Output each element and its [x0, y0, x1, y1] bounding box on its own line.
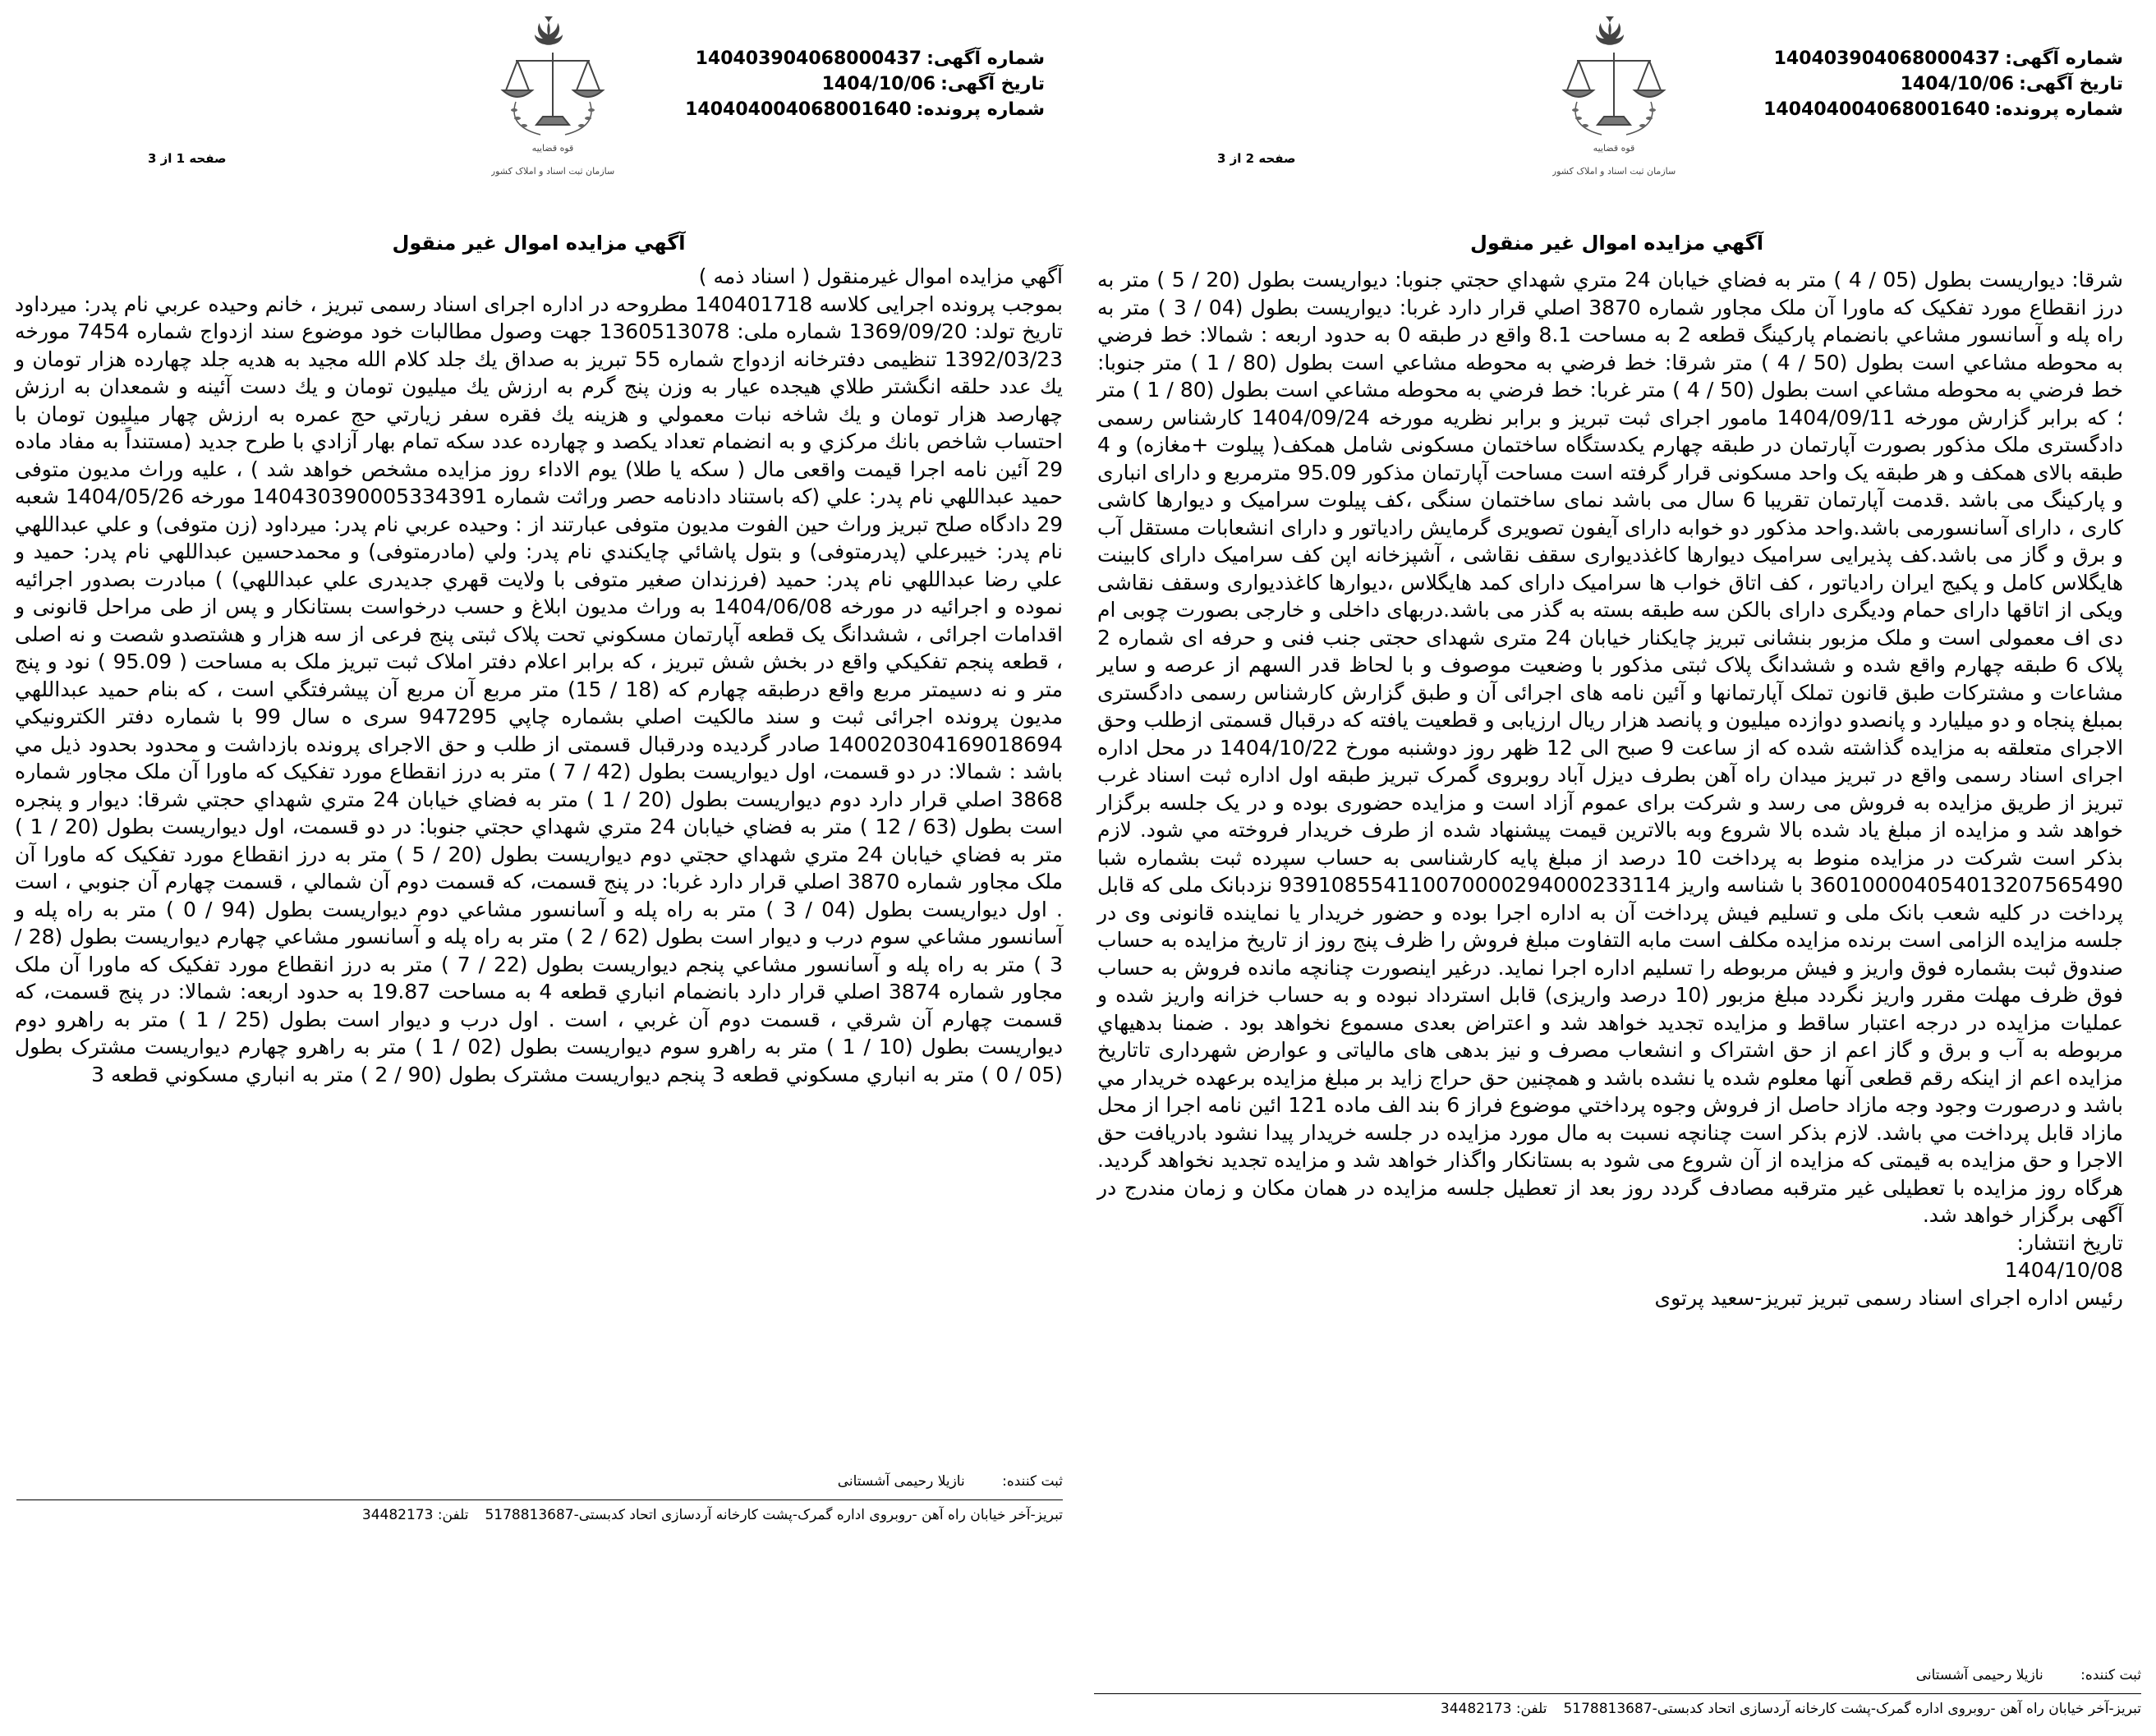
phone-label: تلفن:: [437, 1507, 469, 1523]
file-number: 140404004068001640: [685, 99, 912, 120]
registrar-name: نازیلا رحیمی آشستانی: [837, 1473, 965, 1490]
ad-number-row: [1763, 46, 2123, 71]
footer-divider: [1094, 1693, 2141, 1694]
ad-date: 1404/10/06: [821, 74, 936, 94]
ad-date-label: تاریخ آگهی:: [2019, 74, 2123, 94]
ad-date: 1404/10/06: [1900, 74, 2015, 94]
postal-code: 5178813687: [485, 1507, 574, 1523]
file-number-row: [685, 97, 1045, 122]
notice-title: آگهي مزايده اموال غير منقول: [392, 232, 686, 255]
ad-number: 140403904068000437: [695, 48, 922, 69]
publish-date-label: تاريخ انتشار:: [2016, 1230, 2123, 1255]
emblem-judiciary-text: قوه قضاییه: [531, 143, 574, 154]
phone-number: 34482173: [361, 1507, 434, 1523]
registrar: [16, 1473, 1063, 1495]
ad-date-row: [685, 71, 1045, 97]
file-number-label: شماره پرونده:: [916, 99, 1045, 120]
footer-address: تبریز-آخر خیابان راه آهن -روبروی اداره گمرک-پشت کارخانه آردسازی اتحاد کدبستی-5178813687تلفن: 34482173: [1440, 1701, 2141, 1717]
page-header: [1078, 0, 2156, 197]
address-text: تبریز-آخر خیابان راه آهن -روبروی اداره گمرک-پشت کارخانه آردسازی اتحاد کدبستی: [578, 1507, 1063, 1523]
ad-date-row: [1763, 71, 2123, 97]
ad-number-label: شماره آگهی:: [926, 48, 1045, 69]
judiciary-emblem-icon: [491, 10, 614, 186]
page-footer: [16, 1473, 1063, 1523]
file-number: 140404004068001640: [1763, 99, 1990, 120]
ad-number: 140403904068000437: [1773, 48, 2001, 69]
footer-address: تبریز-آخر خیابان راه آهن -روبروی اداره گمرک-پشت کارخانه آردسازی اتحاد کدبستی-5178813687تلفن: 34482173: [361, 1507, 1063, 1523]
notice-body: [15, 263, 1063, 1088]
registrar: [1094, 1667, 2141, 1688]
file-number-row: [1763, 97, 2123, 122]
notice-body: [1097, 266, 2123, 1311]
registrar-name: نازیلا رحیمی آشستانی: [1915, 1667, 2043, 1683]
file-number-label: شماره پرونده:: [1994, 99, 2123, 120]
notice-body-text: شرقا: ديواريست بطول (05 / 4 ) متر به فضاي خيابان 24 متري شهداي حجتي جنوبا: ديواريست بطول (20 / 5 ) متر به درز انقطاع مورد تفكيک كه ماورا آن ملک مجاور شماره 3870 اصلي قرار دارد غربا: ديواريست بطول (04 / 3 ) متر به راه پله و آسانسور مشاعي بانضمام پاركينگ قطعه 2 به مساحت 8.1 واقع در طبقه 0 به حدود اربعه : شمالا: خط فرضي به محوطه مشاعي است بطول (50 / 4 ) متر شرقا: خط فرضي به محوطه مشاعي است بطول (80 / 1 ) متر جنوبا: خط فرضي به محوطه مشاعي است بطول (50 / 4 ) متر غربا: خط فرضي به محوطه مشاعي است بطول (80 / 1 ) متر ؛ كه برابر گزارش مورخه 1404/09/11 مامور اجرای ثبت تبريز و برابر نظريه مورخه 1404/09/24 كارشناس رسمی دادگستری ملک مذكور بصورت آپارتمان در طبقه چهارم يكدستگاه ساختمان مسكونی شامل همكف( پيلوت +مغازه) و 4 طبقه بالای همكف و هر طبقه يک واحد مسكونی قرار گرفته است مساحت آپارتمان مذكور 95.09 مترمربع و دارای انباری و پاركينگ می باشد .قدمت آپارتمان تقريبا 6 سال می باشد نمای ساختمان سنگی ،كف پيلوت سراميک و ديوارها كاشی كاری ، دارای آسانسورمی باشد.واحد مذكور دو خوابه دارای آيفون تصويری گرمايش رادياتور و دارای انشعابات مستقل آب و برق و گاز می باشد.كف پذيرايی سراميک ديوارها كاغذديواری سقف نقاشی ، آشپزخانه اپن كف سراميک دارای كابينت هايگلاس كامل و پكيج ايران رادياتور ، كف اتاق خواب ها سراميک دارای كمد هايگلاس ،ديوارها كاغذديواری وسقف نقاشی ويكی از اتاقها دارای حمام ودیگری دارای بالكن سه طبقه بسته به گذر می باشد.دربهای داخلی و خارجی بصورت چوبی ام دی اف معمولی است و ملک مزبور بنشانی تبريز چايكنار خيابان 24 متری شهدای حجتی جنب فنی و حرفه ای شماره 2 پلاک 6 طبقه چهارم واقع شده و ششدانگ پلاک ثبتی مذكور با وضعيت موصوف و با لحاظ قدر السهم از عرصه و ساير مشاعات و مشتركات طبق قانون تملک آپارتمانها و آئين نامه های اجرائی آن و طبق گزارش كارشناس رسمی دادگستری بمبلغ پنجاه و دو ميليارد و پانصدو دوازده ميليون و پانصد هزار ريال ارزيابی و قطعيت يافته كه درقبال قسمتی ازطلب وحق الاجرای متعلقه به مزايده گذاشته شده كه از ساعت 9 صبح الی 12 ظهر روز دوشنبه مورخ 1404/10/22 در محل اداره اجرای اسناد رسمی واقع در تبريز ميدان راه آهن بطرف ديزل آباد روبروی گمرک تبريز طبقه اول اداره ثبت اسناد غرب تبريز از طريق مزايده به فروش می رسد و شركت برای عموم آزاد است و مزايده حضوری بوده و در يک جلسه برگزار خواهد شد و مزايده از مبلغ ياد شده بالا شروع وبه بالاترين قيمت پيشنهاد شده از طرف خريدار فروخته مي شود. لازم بذكر است شركت در مزايده منوط به پرداخت 10 درصد از مبلغ پايه كارشناسی به حساب سپرده ثبت بشماره شبا 360100004054013207565490 با شناسه واريز 939108554110070000294000233114 نزدبانک ملی كه قابل پرداخت در كليه شعب بانک ملی و تسليم فيش پرداخت آن به اداره اجرا بوده و حضور خريدار يا نماينده قانونی وی در جلسه مزايده الزامی است برنده مزايده مكلف است مابه التفاوت مبلغ فروش را ظرف پنج روز از تاريخ مزايده به حساب صندوق ثبت بشماره فوق واريز و فيش مربوطه را تسليم اداره اجرا نمايد. درغير اينصورت چنانچه مانده فروش به حساب فوق ظرف مهلت مقرر واريز نگردد مبلغ مزبور (10 درصد واريزی) قابل استرداد نبوده و به حساب خزانه واريز شده و عمليات مزايده در درجه اعتبار ساقط و مزايده تجديد خواهد شد و اعتراض بعدی مسموع نخواهد بود . ضمنا بدهيهاي مربوطه به آب و برق و گاز اعم از حق اشتراک و انشعاب مصرف و نيز بدهی های مالياتی و عوارض شهرداری تاتاريخ مزايده اعم از اينكه رقم قطعی آنها معلوم شده يا نشده باشد و همچنين حق حراج زايد بر مبلغ مزايده برعهده خريدار مي باشد و درصورت وجود وجه مازاد حاصل از فروش وجوه پرداختي موضوع فراز 6 بند الف ماده 121 ائين نامه اجرا از محل مازاد قابل پرداخت مي باشد. لازم بذكر است چنانچه نسبت به مال مورد مزايده در جلسه خريدار پيدا نشود بادريافت حق الاجرا و حق مزايده به قيمتی كه مزايده از آن شروع می شود به بستانكار واگذار خواهد شد و مزايده تجديد نخواهد گرديد. هرگاه روز مزايده با تعطيلی غير مترقبه مصادف گردد روز بعد از تعطيل جلسه مزايده در همان مكان و زمان مندرج در آگهی برگزار خواهد شد.: [1097, 268, 2124, 1227]
page-number: صفحه 2 از 3: [1217, 151, 1296, 166]
address-text: تبریز-آخر خیابان راه آهن -روبروی اداره گمرک-پشت کارخانه آردسازی اتحاد کدبستی: [1657, 1701, 2141, 1717]
emblem-judiciary-text: قوه قضاییه: [1593, 143, 1635, 154]
ad-number-row: [685, 46, 1045, 71]
publish-date: 1404/10/08: [2004, 1258, 2123, 1282]
page-number: صفحه 1 از 3: [148, 151, 227, 166]
registrar-label: ثبت کننده:: [1002, 1473, 1063, 1490]
judiciary-emblem-icon: [1552, 10, 1676, 186]
postal-code: 5178813687: [1563, 1701, 1653, 1717]
ad-date-label: تاریخ آگهی:: [940, 74, 1045, 94]
signature: رئيس اداره اجرای اسناد رسمی تبريز تبريز-سعيد پرتوی: [1654, 1285, 2123, 1310]
phone-label: تلفن:: [1515, 1701, 1547, 1717]
notice-subtitle: آگهي مزايده اموال غيرمنقول ( اسناد ذمه ): [698, 264, 1063, 288]
notice-meta: [1763, 46, 2123, 122]
page-footer: [1094, 1667, 2141, 1717]
phone-number: 34482173: [1440, 1701, 1512, 1717]
notice-meta: [685, 46, 1045, 122]
registrar-label: ثبت کننده:: [2080, 1667, 2141, 1683]
footer-divider: [16, 1499, 1063, 1500]
notice-page-2: [1078, 0, 2156, 1736]
ad-number-label: شماره آگهی:: [2005, 48, 2123, 69]
emblem-org-text: سازمان ثبت اسناد و املاک کشور: [491, 166, 614, 177]
notice-title: آگهي مزايده اموال غير منقول: [1470, 232, 1763, 255]
publish-date-line: [1097, 1229, 2123, 1284]
page-header: [0, 0, 1078, 197]
emblem-org-text: سازمان ثبت اسناد و املاک کشور: [1552, 166, 1676, 177]
notice-body-text: بموجب پرونده اجرايی كلاسه 140401718 مطروحه در اداره اجرای اسناد رسمی تبريز ، خانم وحيده عربي نام پدر: ميرداود تاريخ تولد: 1369/09/20 شماره ملی: 1360513078 جهت وصول مطالبات خود موضوع سند ازدواج شماره 7454 مورخه 1392/03/23 تنظيمی دفترخانه ازدواج شماره 55 تبريز به صداق يك جلد كلام الله مجيد به هديه جلد چهارده هزار تومان و يك عدد حلقه انگشتر طلاي هيجده عيار به وزن پنج گرم به ارزش يك ميليون تومان و يك دست آئينه و شمعدان به ارزش چهارصد هزار تومان و يك شاخه نبات معمولي و هزينه يك فقره سفر زيارتي حج عمره به ارزش چهار ميليون تومان با احتساب شاخص بانك مركزي و به انضمام تعداد يكصد و چهارده عدد سكه تمام بهار آزادي با طرح جديد (مستنداً به مفاد ماده 29 آئين نامه اجرا قيمت واقعی مال ( سكه يا طلا) يوم الاداء روز مزايده مشخص خواهد شد ) ، عليه وراث مديون متوفی حميد عبداللهي نام پدر: علي (كه باستناد دادنامه حصر وراثت شماره 140430390005334391 مورخه 1404/05/26 شعبه 29 دادگاه صلح تبريز وراث حين الفوت مديون متوفی عبارتند از : وحيده عربي نام پدر: ميرداود (زن متوفی) و علي عبداللهي نام پدر: خيبرعلي (پدرمتوفی) و بتول پاشائي چايكندي نام پدر: ولي (مادرمتوفی) و محمدحسين عبداللهي نام پدر: حميد و علي رضا عبداللهي نام پدر: حميد (فرزندان صغير متوفی با ولايت قهري جديدری علي عبداللهي) ) مبادرت بصدور اجرائيه نموده و اجرائيه در مورخه 1404/06/08 به وراث مديون ابلاغ و حسب درخواست بستانكار و پس از طی مراحل قانونی و اقدامات اجرائی ، ششدانگ يک قطعه آپارتمان مسكوني تحت پلاک ثبتی پنج فرعی از سه هزار و هشتصدو شصت و نه اصلی ، قطعه پنجم تفكيكي واقع در بخش شش تبريز ، كه برابر اعلام دفتر املاک ثبت تبريز ملک به مساحت ( 95.09 ) نود و پنج متر و نه دسيمتر مربع واقع درطبقه چهارم كه (18 / 15) متر مربع آن مربع آن پيشرفتگي است ، كه بنام حميد عبداللهي مديون پرونده اجرائی ثبت و سند مالكيت اصلي بشماره چاپي 947295 سری ه سال 99 با شماره دفتر الكترونيكي 140020304169018694 صادر گرديده ودرقبال قسمتی از طلب و حق الاجرای پرونده بازداشت و محدود بحدود ذيل مي باشد : شمالا: در دو قسمت، اول ديواريست بطول (42 / 7 ) متر به درز انقطاع مورد تفكيک كه ماورا آن ملک مجاور شماره 3868 اصلي قرار دارد دوم ديواريست بطول (20 / 1 ) متر به فضاي خيابان 24 متري شهداي حجتي شرقا: ديوار و پنجره است بطول (63 / 12 ) متر به فضاي خيابان 24 متري شهداي حجتي جنوبا: در دو قسمت، اول ديواريست بطول (20 / 1 ) متر به فضاي خيابان 24 متري شهداي حجتي دوم ديواريست بطول (20 / 5 ) متر به درز انقطاع مورد تفكيک كه ماورا آن ملک مجاور شماره 3870 اصلي قرار دارد غربا: در پنج قسمت، كه قسمت دوم آن شمالي ، قسمت چهارم آن جنوبي ، است . اول ديواريست بطول (04 / 3 ) متر به راه پله و آسانسور مشاعي دوم ديواريست بطول (94 / 0 ) متر به راه پله و آسانسور مشاعي سوم درب و ديوار است بطول (62 / 2 ) متر به راه پله و آسانسور مشاعي چهارم ديواريست بطول (28 / 3 ) متر به راه پله و آسانسور مشاعي پنجم ديواريست بطول (22 / 7 ) متر به درز انقطاع مورد تفكيک كه ماورا آن ملک مجاور شماره 3874 اصلي قرار دارد بانضمام انباري قطعه 4 به مساحت 19.87 به حدود اربعه: شمالا: در پنج قسمت، كه قسمت چهارم آن شرقي ، قسمت دوم آن غربي ، است . اول درب و ديوار است بطول (25 / 1 ) متر به راهرو دوم ديواريست بطول (10 / 1 ) متر به راهرو سوم ديواريست بطول (02 / 1 ) متر به راهرو چهارم ديواريست مشترک بطول (05 / 0 ) متر به انباري مسكوني قطعه 3 پنجم ديواريست مشترک بطول (90 / 2 ) متر به انباري مسكوني قطعه 3: [15, 292, 1063, 1086]
